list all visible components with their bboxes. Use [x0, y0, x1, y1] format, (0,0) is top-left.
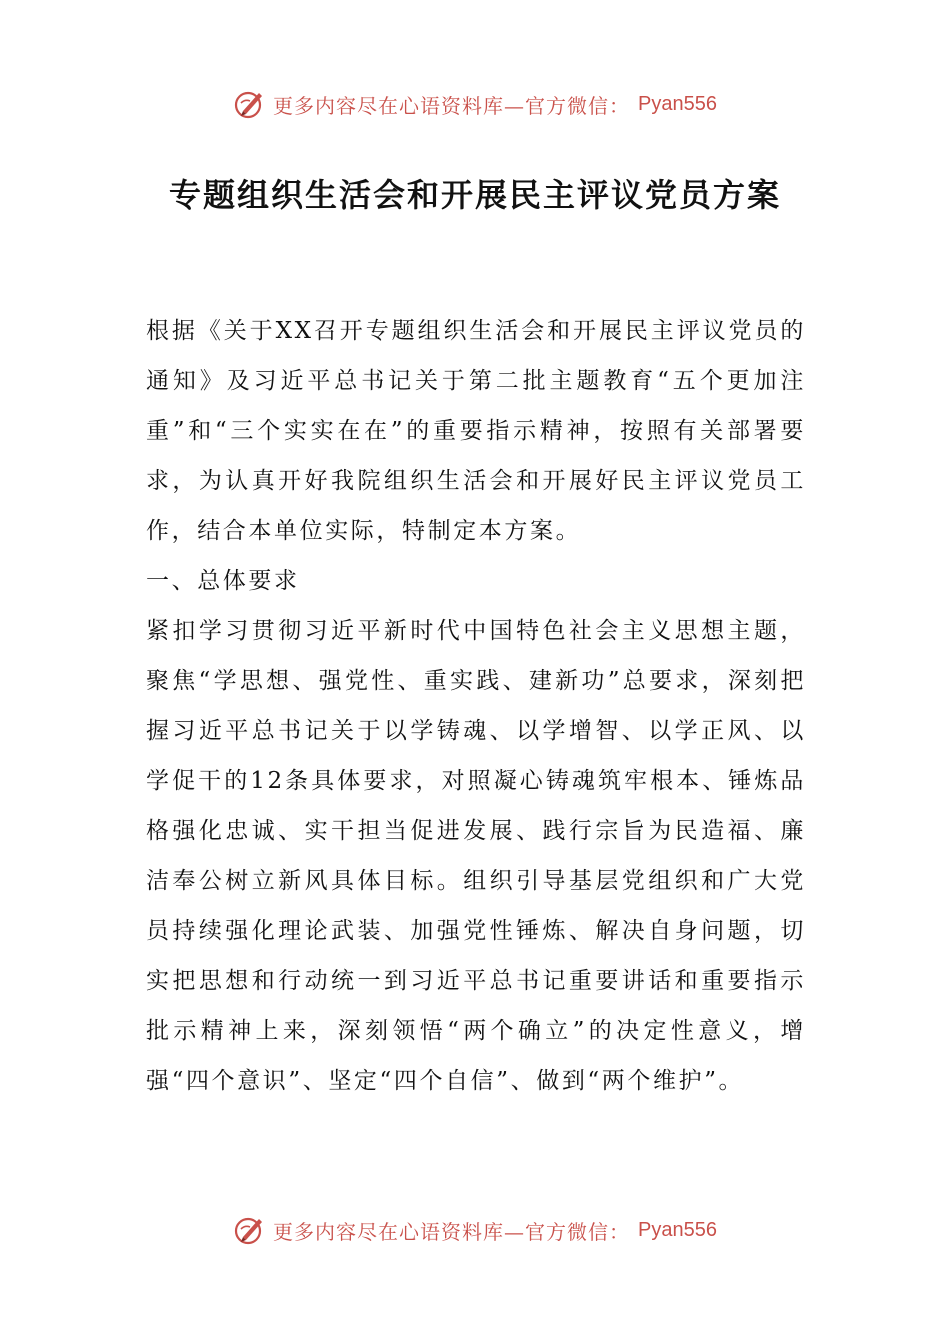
intro-paragraph: 根据《关于XX召开专题组织生活会和开展民主评议党员的通知》及习近平总书记关于第二批主题教育“五个更加注重”和“三个实实在在”的重要指示精神，按照有关部署要求，为认真开好我院组织生活会和开展好民主评议党员工作，结合本单位实际，特制定本方案。: [146, 318, 806, 544]
pen-logo-icon: [233, 87, 267, 121]
watermark-text: 更多内容尽在心语资料库—官方微信：: [273, 93, 631, 118]
watermark-header: [0, 84, 950, 124]
document-title: 专题组织生活会和开展民主评议党员方案: [168, 176, 781, 214]
body-paragraph: 紧扣学习贯彻习近平新时代中国特色社会主义思想主题，聚焦“学思想、强党性、重实践、建新功”总要求，深刻把握习近平总书记关于以学铸魂、以学增智、以学正风、以学促干的12条具体要求，对照凝心铸魂筑牢根本、锤炼品格强化忠诚、实干担当促进发展、践行宗旨为民造福、廉洁奉公树立新风具体目标。组织引导基层党组织和广大党员持续强化理论武装、加强党性锤炼、解决自身问题，切实把思想和行动统一到习近平总书记重要讲话和重要指示批示精神上来，深刻领悟“两个确立”的决定性意义，增强“四个意识”、坚定“四个自信”、做到“两个维护”。: [146, 618, 806, 1094]
watermark-wechat-id: Pyan556: [638, 1218, 717, 1241]
watermark-text: 更多内容尽在心语资料库—官方微信：: [273, 1219, 631, 1244]
document-body: [146, 306, 806, 1106]
watermark-wechat-id: Pyan556: [638, 92, 717, 115]
section-heading: 一、总体要求: [146, 568, 300, 594]
pen-logo-icon: [233, 1213, 267, 1247]
watermark-group: [233, 1213, 717, 1247]
watermark-footer: [0, 1210, 950, 1250]
watermark-group: [233, 87, 717, 121]
